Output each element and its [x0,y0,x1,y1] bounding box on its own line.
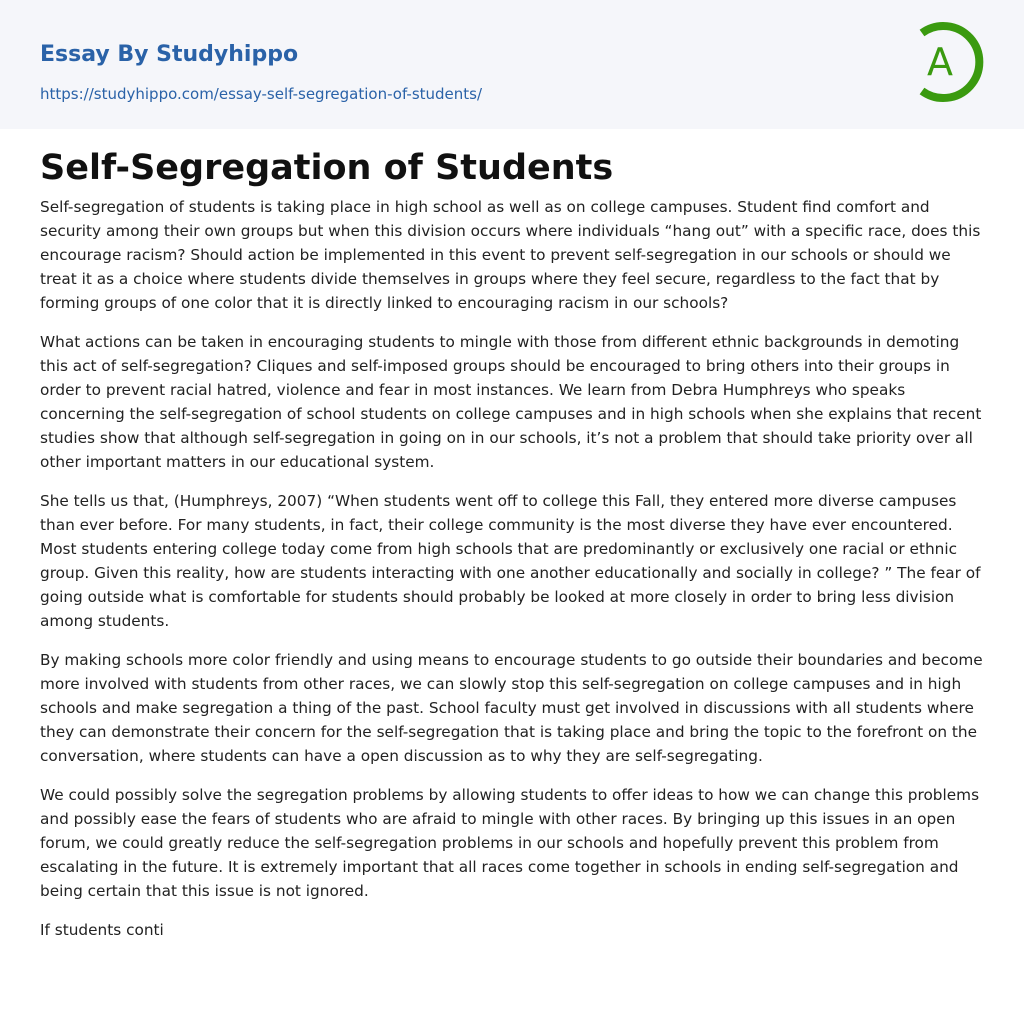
essay-title: Self-Segregation of Students [40,148,614,188]
essay-paragraph: What actions can be taken in encouraging students to mingle with those from different ethnic backgrounds in demoting this act of self-segregation? Cliques and self-imposed groups should be encouraged to bring others into their groups in order to prevent racial hatred, violence and fear in most instances. We learn from Debra Humphreys who speaks concerning the self-segregation of school students on college campuses and in high schools when she explains that recent studies show that although self-segregation in going on in our schools, it’s not a problem that should take priority over all other important matters in our educational system. [40,333,982,471]
essay-paragraph-truncated: If students conti [40,921,164,939]
essay-paragraph: Self-segregation of students is taking place in high school as well as on college campuses. Student find comfort and security among their own groups but when this division occurs where individuals “hang out” with a specific race, does this encourage racism? Should action be implemented in this event to prevent self-segregation in our schools or should we treat it as a choice where students divide themselves in groups where they feel secure, regardless to the fact that by forming groups of one color that it is directly linked to encouraging racism in our schools? [40,198,981,312]
site-title[interactable]: Essay By Studyhippo [40,42,299,67]
essay-url-link[interactable]: https://studyhippo.com/essay-self-segregation-of-students/ [40,85,483,103]
studyhippo-logo-icon[interactable] [912,19,986,105]
site-header [0,0,1024,129]
essay-paragraph: She tells us that, (Humphreys, 2007) “When students went off to college this Fall, they entered more diverse campuses than ever before. For many students, in fact, their college community is the most diverse they have ever encountered. Most students entering college today come from high schools that are predominantly or exclusively one racial or ethnic group. Given this reality, how are students interacting with one another educationally and socially in college? ” The fear of going outside what is comfortable for students should probably be looked at more closely in order to bring less division among students. [40,492,981,630]
essay-paragraph: We could possibly solve the segregation problems by allowing students to offer ideas to how we can change this problems and possibly ease the fears of students who are afraid to mingle with other races. By bringing up this issues in an open forum, we could greatly reduce the self-segregation problems in our schools and hopefully prevent this problem from escalating in the future. It is extremely important that all races come together in schools in ending self-segregation and being certain that this issue is not ignored. [40,786,980,900]
essay-paragraph: By making schools more color friendly and using means to encourage students to go outside their boundaries and become more involved with students from other races, we can slowly stop this self-segregation on college campuses and in high schools and make segregation a thing of the past. School faculty must get involved in discussions with all students where they can demonstrate their concern for the self-segregation that is taking place and bring the topic to the forefront on the conversation, where students can have a open discussion as to why they are self-segregating. [40,651,983,765]
logo-letter: A [927,40,953,84]
essay-content [0,129,1024,942]
